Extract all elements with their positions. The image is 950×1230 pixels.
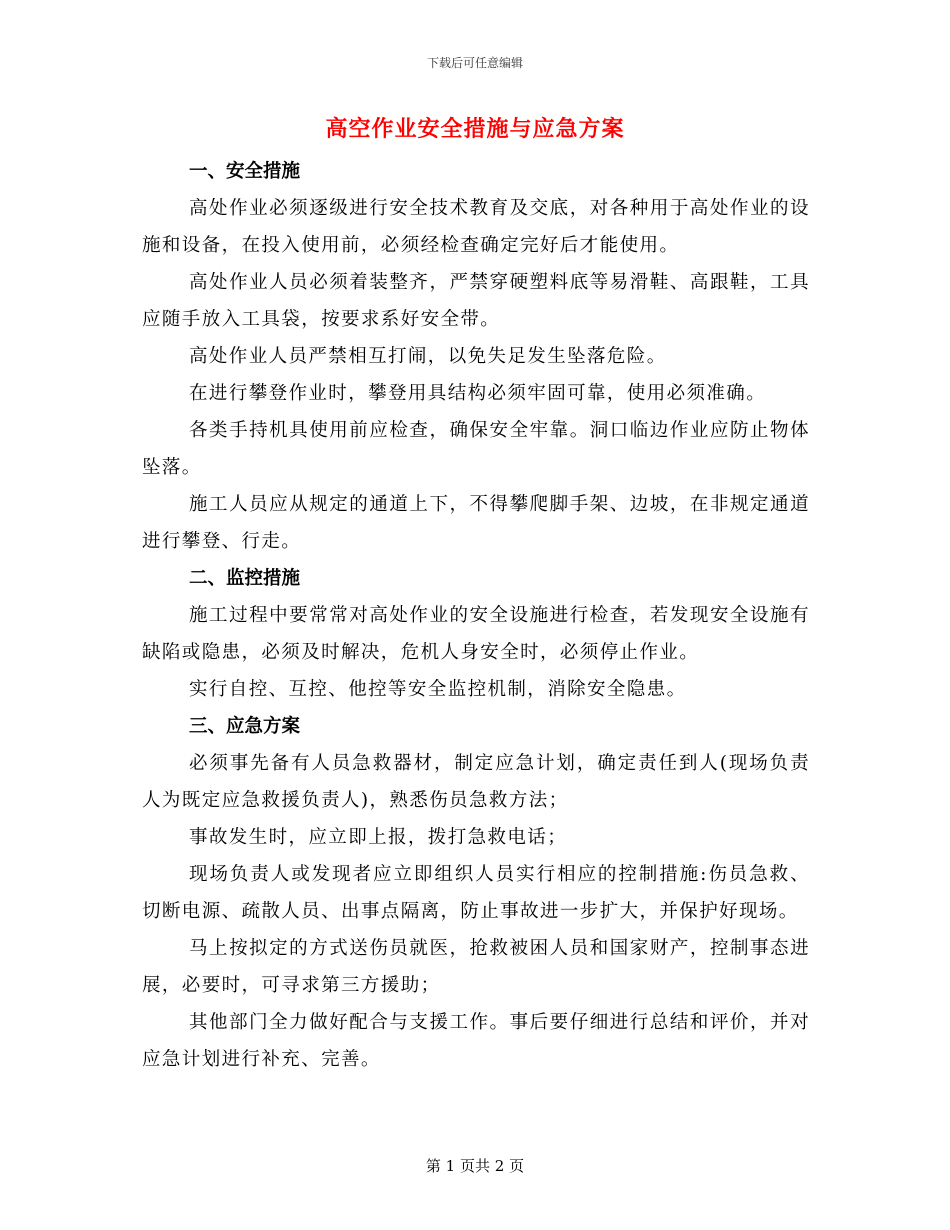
section-emergency-plan [142, 708, 810, 1078]
document-title: 高空作业安全措施与应急方案 [325, 116, 625, 142]
section-heading: 三、应急方案 [189, 716, 301, 737]
paragraph: 高处作业人员严禁相互打闹，以免失足发生坠落危险。 [189, 346, 667, 367]
section-heading: 一、安全措施 [189, 161, 301, 182]
paragraph: 现场负责人或发现者应立即组织人员实行相应的控制措施:伤员急救、切断电源、疏散人员、出事点隔离，防止事故进一步扩大，并保护好现场。 [142, 864, 810, 922]
header-note: 下载后可任意编辑 [426, 56, 523, 70]
section-safety-measures [142, 153, 810, 560]
paragraph: 施工人员应从规定的通道上下，不得攀爬脚手架、边坡，在非规定通道进行攀登、行走。 [142, 494, 810, 552]
paragraph: 在进行攀登作业时，攀登用具结构必须牢固可靠，使用必须准确。 [189, 383, 767, 404]
paragraph: 事故发生时，应立即上报，拨打急救电话； [189, 827, 568, 848]
paragraph: 高处作业必须逐级进行安全技术教育及交底，对各种用于高处作业的设施和设备，在投入使用前，必须经检查确定完好后才能使用。 [142, 198, 810, 256]
paragraph: 实行自控、互控、他控等安全监控机制，消除安全隐患。 [189, 679, 687, 700]
section-heading: 二、监控措施 [189, 568, 301, 589]
paragraph: 施工过程中要常常对高处作业的安全设施进行检查，若发现安全设施有缺陷或隐患，必须及时解决，危机人身安全时，必须停止作业。 [142, 605, 810, 663]
document-body [142, 153, 810, 1078]
page-number-footer: 第 1 页共 2 页 [425, 1157, 525, 1175]
paragraph: 高处作业人员必须着装整齐，严禁穿硬塑料底等易滑鞋、高跟鞋，工具应随手放入工具袋，按要求系好安全带。 [142, 272, 810, 330]
paragraph: 马上按拟定的方式送伤员就医，抢救被困人员和国家财产，控制事态进展，必要时，可寻求第三方援助； [142, 938, 810, 996]
paragraph: 各类手持机具使用前应检查，确保安全牢靠。洞口临边作业应防止物体坠落。 [142, 420, 810, 478]
section-monitoring-measures [142, 560, 810, 708]
paragraph: 其他部门全力做好配合与支援工作。事后要仔细进行总结和评价，并对应急计划进行补充、完善。 [142, 1012, 810, 1070]
paragraph: 必须事先备有人员急救器材，制定应急计划，确定责任到人(现场负责人为既定应急救援负责人)，熟悉伤员急救方法； [142, 753, 810, 811]
